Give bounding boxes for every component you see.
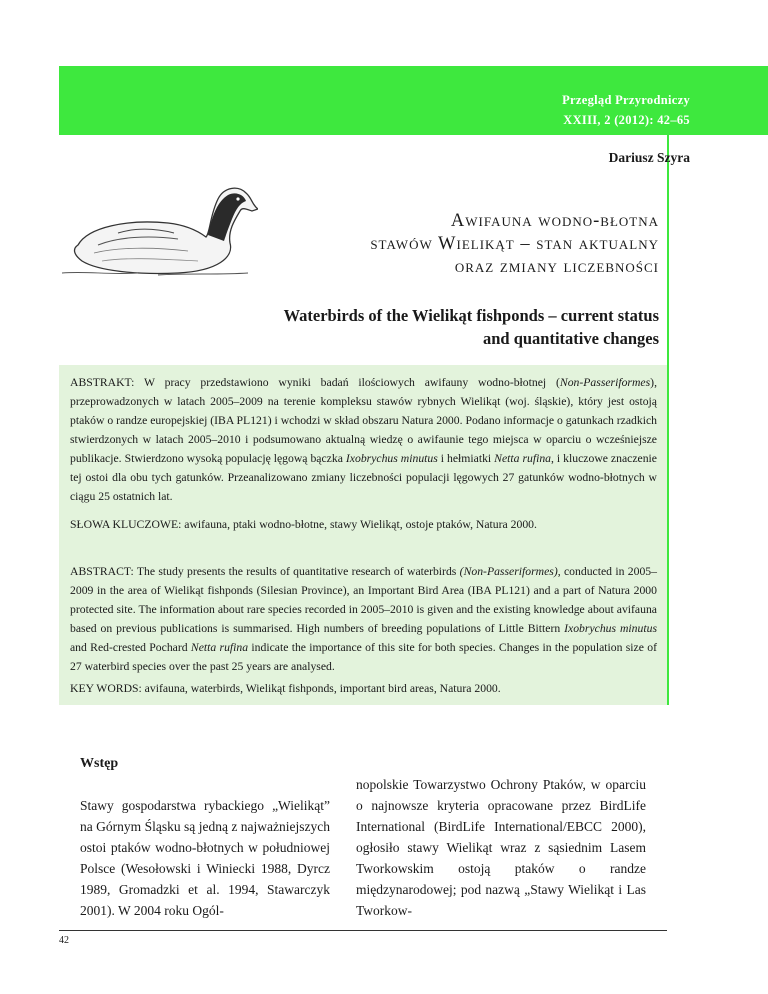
abstract-en-mid1: , conducted in 2005–2009 in the area of Wielikąt fishponds (Silesian Province), an Important Bird Area (IBA PL121) and a part of Natura 2000 protected site. The information about rare species recorded in 2005–2010 is given and the existing knowledge about avifauna based on previous publications is summarised. High numbers of breeding populations of Little Bittern	[70, 565, 657, 635]
title-pl-line1: Awifauna wodno-błotna	[450, 211, 659, 231]
abstract-en-italic1: (Non-Passeriformes)	[459, 565, 558, 578]
abstract-en-mid2: and Red-crested Pochard	[70, 641, 191, 654]
body-left-text: Stawy gospodarstwa rybackiego „Wielikąt” na Górnym Śląsku są jedną z najważniejszych ostoi ptaków wodno-błotnych w południowej Polsce (Wesołowski i Winiecki 1988, Dyrcz 1989, Gromadzki et al. 1994, Stawarczyk 2001). W 2004 roku Ogól-	[80, 798, 330, 918]
abstract-en	[70, 562, 657, 676]
abstract-en-tail: indicate the importance of this site for both species. Changes in the population size of 27 waterbird species over the past 25 years are analysed.	[70, 641, 657, 673]
abstract-pl-italic2: Ixobrychus minutus	[345, 452, 438, 465]
title-pl-line2: stawów Wielikąt – stan aktualny	[370, 234, 659, 254]
body-column-right	[356, 774, 646, 921]
section-title: Wstęp	[80, 756, 119, 771]
journal-name: Przegląd Przyrodniczy	[562, 93, 690, 107]
abstract-pl	[70, 373, 657, 506]
abstract-pl-italic1: Non-Passeriformes	[559, 376, 651, 389]
abstract-en-lead: ABSTRACT: The study presents the results of quantitative research of waterbirds	[70, 565, 460, 578]
abstract-pl-tail: , i kluczowe znaczenie tej ostoi dla obu tych gatunków. Przeanalizowano zmiany liczebności populacji lęgowych 27 gatunków wodno-błotnych w ciągu 25 ostatnich lat.	[70, 452, 657, 503]
journal-issue: XXIII, 2 (2012): 42–65	[563, 113, 690, 127]
article-title-en	[284, 304, 659, 350]
author-name: Dariusz Szyra	[608, 150, 690, 165]
article-title-pl	[370, 210, 659, 279]
title-pl-line3: oraz zmiany liczebności	[454, 257, 659, 277]
page-number: 42	[59, 935, 69, 946]
footer-rule	[59, 930, 667, 931]
accent-rule	[667, 135, 669, 705]
abstract-pl-lead: ABSTRAKT: W pracy przedstawiono wyniki badań ilościowych awifauny wodno-błotnej (	[70, 376, 560, 389]
abstract-pl-italic3: Netta rufina	[494, 452, 552, 465]
abstract-pl-mid2: i hełmiatki	[437, 452, 495, 465]
keywords-en: KEY WORDS: avifauna, waterbirds, Wielikąt fishponds, important bird areas, Natura 2000.	[70, 682, 501, 695]
bird-illustration	[58, 175, 258, 280]
abstract-en-italic3: Netta rufina	[190, 641, 249, 654]
abstract-pl-mid1: ), przeprowadzonych w latach 2005–2009 na terenie kompleksu stawów rybnych Wielikąt (woj. śląskie), który jest ostoją ptaków o randze europejskiej (IBA PL121) i wchodzi w skład obszaru Natura 2000. Podano informacje o gatunkach rzadkich stwierdzonych w latach 2005–2010 i podsumowano aktualną wiedzę o awifaunie tego miejsca w oparciu o wcześniejsze publikacje. Stwierdzono wysoką populację lęgową bączka	[70, 376, 657, 465]
keywords-pl: SŁOWA KLUCZOWE: awifauna, ptaki wodno-błotne, stawy Wielikąt, ostoje ptaków, Natura 2000.	[70, 518, 537, 531]
body-right-text: nopolskie Towarzystwo Ochrony Ptaków, w oparciu o najnowsze kryteria opracowane przez BirdLife International (BirdLife International/EBCC 2000), ogłosiło stawy Wielikąt wraz z sąsiednim Lasem Tworkowskim ostoją ptaków o randze międzynarodowej; pod nazwą „Stawy Wielikąt i Las Tworkow-	[356, 777, 646, 918]
title-en-line2: and quantitative changes	[482, 329, 659, 348]
body-column-left	[80, 795, 330, 921]
title-en-line1: Waterbirds of the Wielikąt fishponds – current status	[283, 306, 659, 325]
journal-info	[562, 90, 690, 130]
abstract-en-italic2: Ixobrychus minutus	[564, 622, 657, 635]
